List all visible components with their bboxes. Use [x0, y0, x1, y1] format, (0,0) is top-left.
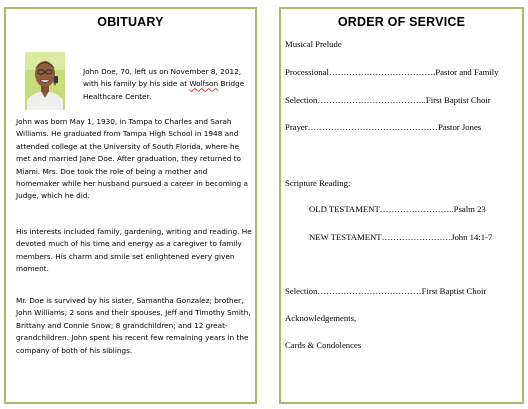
obituary-paragraph: His interests included family, gardening, writing and reading. He devoted much of his time and energy as a caregiver to family members. His charm and smile set enlightened every given moment.: [16, 227, 252, 274]
service-item-selection-2: Selection………………………………First Baptist Choir: [285, 286, 487, 296]
service-item-acknowledgements: Acknowledgements,: [285, 313, 357, 323]
service-item-selection: Selection………………………………..First Baptist Choir: [285, 95, 491, 105]
order-of-service-panel: [279, 7, 524, 404]
obituary-intro: John Doe, 70, left us on November 8, 2012, with his family by his side at Wolfson Bridge Healthcare Center.: [83, 67, 245, 101]
service-item-prayer: Prayer………………………………………Pastor Jones: [285, 122, 482, 132]
obituary-panel: [4, 7, 257, 404]
service-item-musical-prelude: Musical Prelude: [285, 39, 342, 49]
obituary-paragraph: John was born May 1, 1930, in Tampa to Charles and Sarah Williams. He graduated from Tampa High School in 1948 and attended college at the University of South Florida, where he met and married Jane Doe. After graduation, they returned to Miami. Mrs. Doe took the role of being a mother and homemaker while her husband pursued a career in becoming a Judge, which he did.: [16, 117, 248, 201]
service-item-scripture-reading: Scripture Reading:: [285, 178, 351, 188]
service-item-old-testament: OLD TESTAMENT……………………..Psalm 23: [309, 204, 486, 214]
spellcheck-underline: Wolfson: [189, 79, 219, 89]
service-item-cards-condolences: Cards & Condolences: [285, 340, 362, 350]
portrait-photo: [25, 52, 65, 110]
service-item-new-testament: NEW TESTAMENT……………………John 14:1-7: [309, 232, 493, 242]
service-item-processional: Processional……………………………….Pastor and Family: [285, 67, 499, 77]
service-heading: ORDER OF SERVICE: [337, 15, 466, 29]
obituary-heading: OBITUARY: [97, 15, 164, 29]
obituary-paragraph: Mr. Doe is survived by his sister, Samantha Gonzalez; brother, John Williams; 2 sons and their spouses, Jeff and Timothy Smith, Brittany and Connie Snow; 8 grandchildren; and 12 great-grandchildren. John spent his recent few remaining years in the company of both of his siblings.: [16, 296, 251, 355]
